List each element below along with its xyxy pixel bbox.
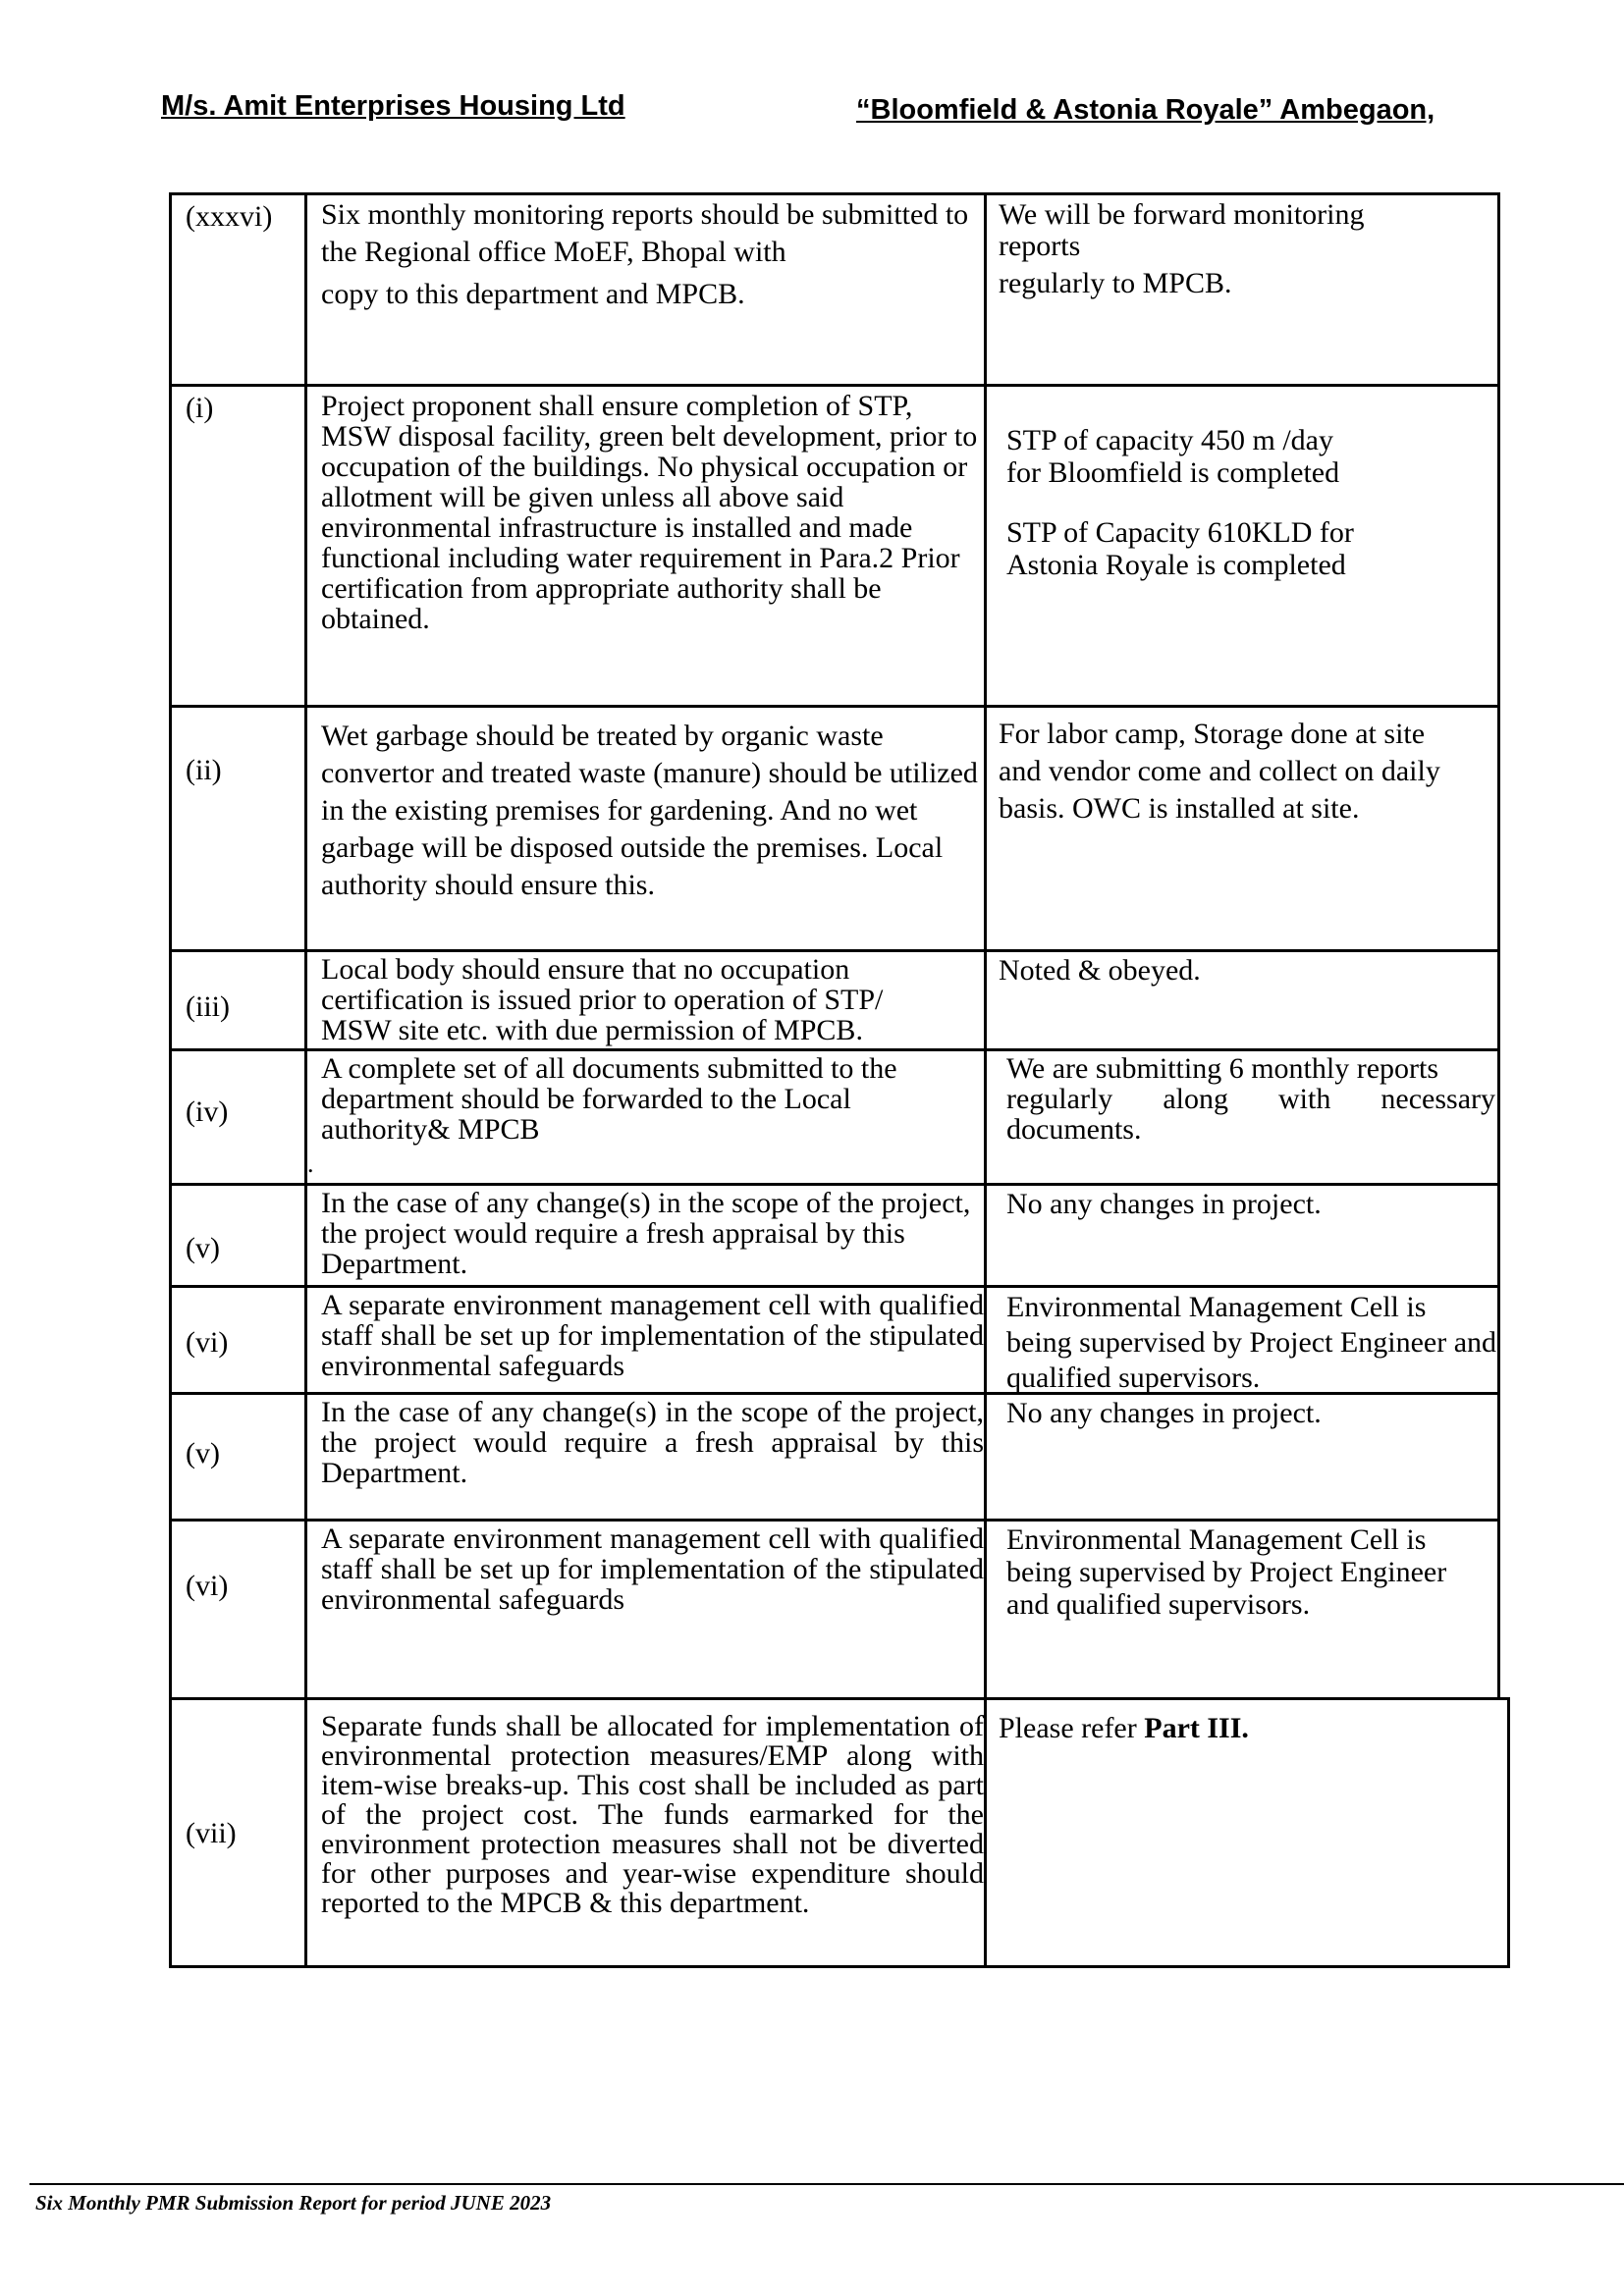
condition-line: copy to this department and MPCB. xyxy=(321,278,745,310)
condition-cell xyxy=(307,1522,987,1697)
row-number-cell xyxy=(172,1522,307,1697)
response-text: For labor camp, Storage done at site and vendor come and collect on daily basis. OWC is installed at site. xyxy=(999,718,1440,825)
response-cell xyxy=(987,1186,1497,1285)
response-text: No any changes in project. xyxy=(1006,1188,1322,1220)
response-line: We will be forward monitoring reports xyxy=(999,198,1365,262)
response-line: STP of Capacity 610KLD for xyxy=(1006,516,1354,549)
response-cell xyxy=(987,1288,1497,1392)
response-line: for Bloomfield is completed xyxy=(1006,456,1340,489)
footer-text: Six Monthly PMR Submission Report for period JUNE 2023 xyxy=(35,2191,552,2215)
response-cell xyxy=(987,387,1497,705)
condition-cell xyxy=(307,1395,987,1519)
row-number-cell xyxy=(172,1288,307,1392)
condition-text: Local body should ensure that no occupation certification is issued prior to operation of STP/ MSW site etc. with due permission of MPCB. xyxy=(321,953,884,1046)
condition-text: A separate environment management cell with qualified staff shall be set up for implementation of the stipulated environmental safeguards xyxy=(321,1522,984,1616)
response-cell xyxy=(987,952,1497,1048)
response-line: regularly to MPCB. xyxy=(999,267,1232,299)
response-prefix: Please refer xyxy=(999,1712,1145,1744)
condition-text: In the case of any change(s) in the scope of the project, the project would require a fresh appraisal by this Department. xyxy=(321,1396,984,1489)
response-line: We are submitting 6 monthly reports xyxy=(1006,1052,1439,1085)
condition-text: Wet garbage should be treated by organic waste convertor and treated waste (manure) should be utilized in the existing premises for gardening. And no wet garbage will be disposed outside the premises. Local authority should ensure this. xyxy=(321,720,978,901)
response-text: No any changes in project. xyxy=(1006,1397,1322,1429)
condition-cell xyxy=(307,1700,987,1965)
table-row xyxy=(169,1048,1500,1186)
table-row xyxy=(169,949,1500,1051)
row-number: (vi) xyxy=(186,1326,229,1359)
response-cell xyxy=(987,1051,1497,1183)
response-cell xyxy=(987,1395,1497,1519)
response-text: Noted & obeyed. xyxy=(999,954,1201,987)
row-number: (vi) xyxy=(186,1570,229,1602)
table-row xyxy=(169,1392,1500,1522)
response-line: STP of capacity 450 m /day xyxy=(1006,424,1333,456)
response-text xyxy=(1006,424,1493,581)
condition-text: Project proponent shall ensure completion of STP, MSW disposal facility, green belt development, prior to occupation of the buildings. No physical occupation or allotment will be given unless all above said environmental infrastructure is installed and made functional including water requirement in Para.2 Prior certification from appropriate authority shall be obtained. xyxy=(321,390,978,635)
row-number-cell xyxy=(172,952,307,1048)
response-text xyxy=(1006,1053,1495,1145)
condition-text: A complete set of all documents submitted to the department should be forwarded to the Local authority& MPCB xyxy=(321,1052,897,1146)
table-row xyxy=(169,1285,1500,1395)
stray-mark: . xyxy=(307,1149,314,1178)
row-number-cell xyxy=(172,387,307,705)
row-number-cell xyxy=(172,1700,307,1965)
company-name: M/s. Amit Enterprises Housing Ltd xyxy=(161,90,625,122)
row-number: (vii) xyxy=(186,1817,237,1849)
table-row xyxy=(169,1697,1510,1968)
condition-cell xyxy=(307,195,987,384)
condition-cell xyxy=(307,1288,987,1392)
condition-cell xyxy=(307,1051,987,1183)
condition-text: In the case of any change(s) in the scope of the project, the project would require a fresh appraisal by this Department. xyxy=(321,1187,971,1280)
response-bold-reference: Part III. xyxy=(1144,1712,1249,1744)
row-number-cell xyxy=(172,1186,307,1285)
table-row xyxy=(169,1519,1500,1700)
condition-text: A separate environment management cell with qualified staff shall be set up for implementation of the stipulated environmental safeguards xyxy=(321,1289,984,1382)
table-row xyxy=(169,384,1500,708)
response-cell xyxy=(987,195,1497,384)
table-row xyxy=(169,192,1500,387)
row-number: (i) xyxy=(186,392,214,424)
row-number: (iv) xyxy=(186,1095,229,1128)
table-row xyxy=(169,1183,1500,1288)
row-number: (iii) xyxy=(186,990,230,1023)
row-number-cell xyxy=(172,708,307,949)
response-text xyxy=(999,199,1438,305)
row-number-cell xyxy=(172,1051,307,1183)
condition-cell xyxy=(307,952,987,1048)
project-name: “Bloomfield & Astonia Royale” Ambegaon, xyxy=(856,94,1435,126)
table-row xyxy=(169,705,1500,952)
condition-text xyxy=(321,199,980,315)
row-number: (xxxvi) xyxy=(186,200,273,233)
row-number: (ii) xyxy=(186,754,222,786)
row-number-cell xyxy=(172,1395,307,1519)
response-text: Environmental Management Cell is being supervised by Project Engineer and qualified supervisors. xyxy=(1006,1523,1447,1621)
condition-cell xyxy=(307,708,987,949)
footer-rule xyxy=(29,2183,1624,2185)
condition-line: the Regional office MoEF, Bhopal with xyxy=(321,236,786,268)
response-line: regularly along with necessary xyxy=(1006,1083,1495,1115)
row-number-cell xyxy=(172,195,307,384)
response-cell xyxy=(987,1522,1497,1697)
condition-text: Separate funds shall be allocated for implementation of environmental protection measures/EMP along with item-wise breaks-up. This cost shall be included as part of the project cost. The funds earmarked for the environment protection measures shall not be diverted for other purposes and year-wise expenditure should reported to the MPCB & this department. xyxy=(321,1710,984,1919)
response-cell xyxy=(987,708,1497,949)
response-line: documents. xyxy=(1006,1113,1142,1146)
response-line: Astonia Royale is completed xyxy=(1006,549,1346,581)
row-number: (v) xyxy=(186,1232,220,1264)
response-text: Environmental Management Cell is being supervised by Project Engineer and qualified supervisors. xyxy=(1006,1291,1497,1394)
condition-cell xyxy=(307,1186,987,1285)
condition-cell xyxy=(307,387,987,705)
row-number: (v) xyxy=(186,1437,220,1469)
condition-line: Six monthly monitoring reports should be submitted to xyxy=(321,198,969,231)
response-text xyxy=(999,1712,1503,1744)
response-cell xyxy=(987,1700,1507,1965)
